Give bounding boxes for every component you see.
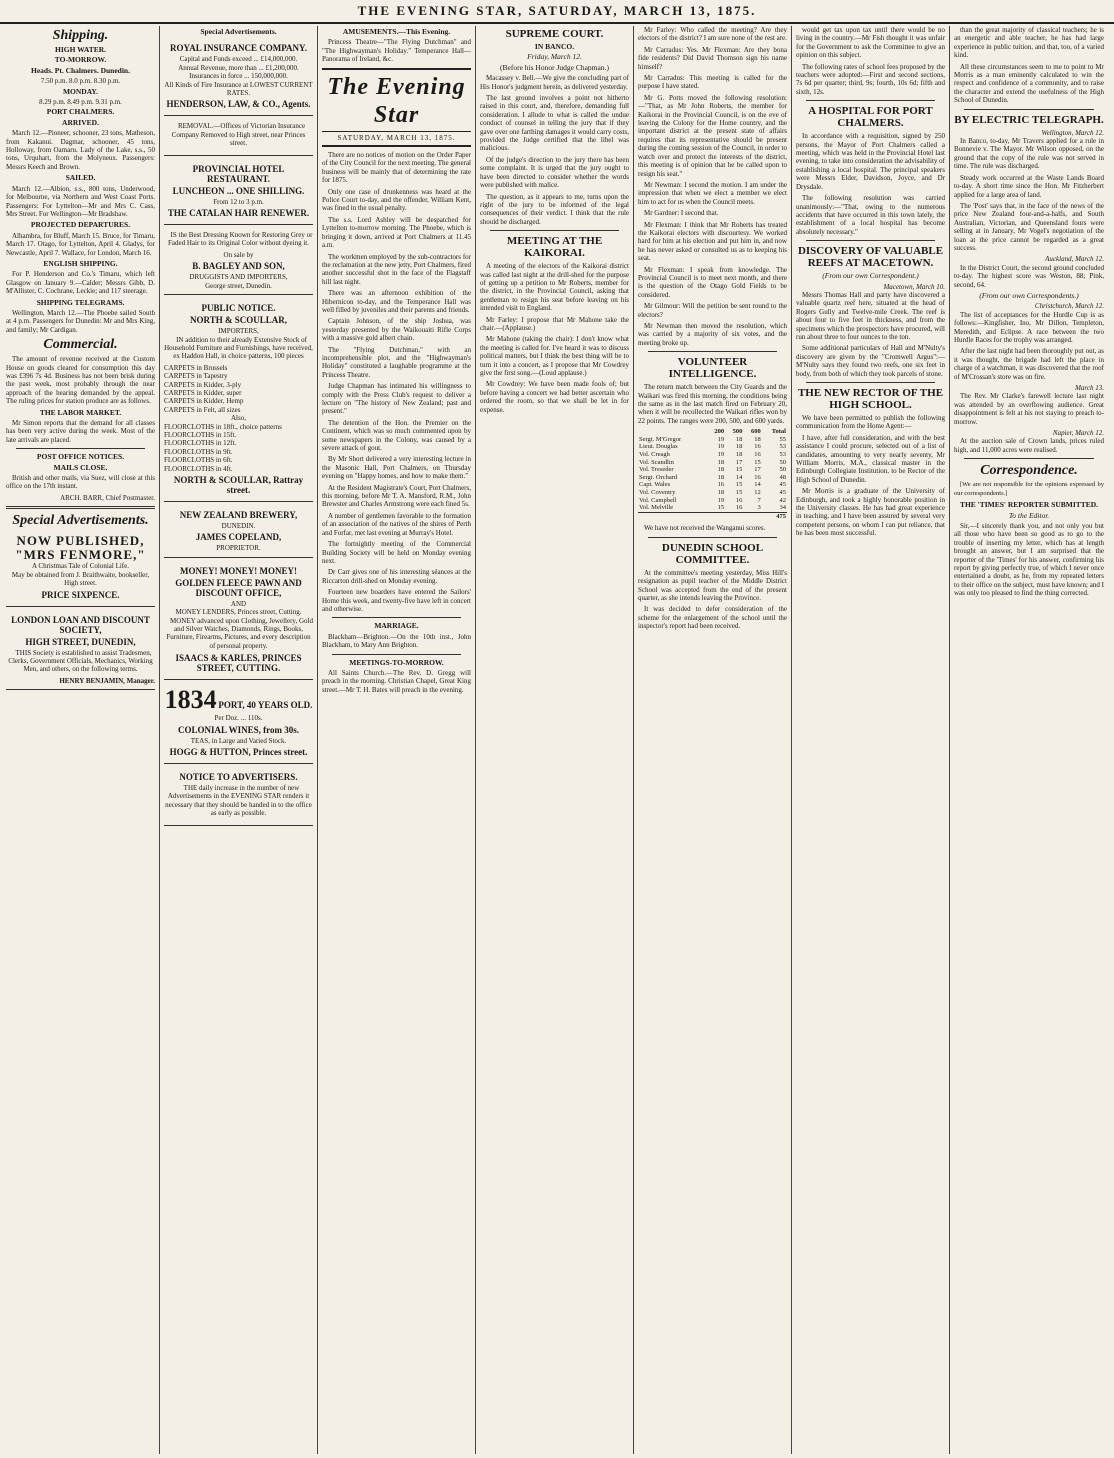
score-cell: 16 [735, 504, 743, 512]
score-cell: 18 [717, 489, 725, 496]
volunteer-text: The return match between the City Guards and the Waikari was fired this morning, the conditions being the same as in the last match fired on February 20, when it will be recollected the Waikari rifles won by 22 points. The ranges were 200, 500, and 600 yards. [638, 383, 787, 425]
score-cell: 18 [717, 466, 725, 474]
rector-paragraph: Mr Morris is a graduate of the University of Edinburgh, and took a highly honorable position in the University classes. He has had great experience in teaching, and I have been assured by several very competent persons, on whom I can put reliance, that he has been most successful. [796, 487, 945, 538]
telegraph-heading: BY ELECTRIC TELEGRAPH. [954, 113, 1104, 126]
arrived-heading: ARRIVED. [62, 117, 99, 127]
scores-row [638, 459, 787, 467]
english-shipping-heading: ENGLISH SHIPPING. [43, 258, 118, 268]
special-ads-heading-2: Special Advertisements. [200, 27, 277, 36]
section-shipping: Shipping. [52, 28, 109, 43]
correspondence-heading: Correspondence. [980, 463, 1078, 479]
score-cell: 18 [735, 435, 743, 443]
meetings-text: All Saints Church.—The Rev. D. Gregg will preach in the morning. Christian Chapel, Great King street.—Mr T. H. Bates will preach in the evening. [322, 668, 471, 694]
local-paragraph: The s.s. Lord Ashley will be despatched for Lyttelton to-morrow morning. The Phoebe, which is bringing it down, arrived at Port Chalmers at 11.45 a.m. [322, 215, 471, 250]
new-rector-heading: THE NEW RECTOR OF THE HIGH SCHOOL. [797, 387, 944, 411]
scores-row [638, 443, 787, 451]
local-paragraph: The detention of the Hon. the Premier on the Continent, which was so much commented upon by some newspapers in the Colony, was caused by a severe attack of gout. [322, 418, 471, 453]
carpet-item: CARPETS in Brussels [164, 363, 228, 372]
scores-total-row [638, 512, 787, 520]
kaikorai-paragraph: Mr Gilmour: Will the petition be sent round to the electors? [638, 302, 787, 319]
commercial-text: The amount of revenue received at the Custom House on goods cleared for consumption this day was £396 7s 4d. Business has not been brisk during the past week, most probably through the near approach of the hearing demanded by the appeal. The ruling prices for station produce are as follows. [6, 355, 155, 406]
score-cell: 45 [779, 489, 786, 496]
luncheon-hours: From 12 to 3 p.m. [213, 197, 264, 206]
labor-market-heading: THE LABOR MARKET. [39, 407, 122, 417]
score-cell: Vol. Campbell [639, 496, 677, 504]
score-cell: 18 [735, 443, 743, 451]
port-chalmers-heading: PORT CHALMERS. [46, 107, 115, 117]
brewery-title: NEW ZEALAND BREWERY, [179, 510, 298, 520]
removal-text: REMOVAL.—Offices of Victorian Insurance Company Removed to High street, near Princes street. [171, 122, 306, 148]
hospital-heading: A HOSPITAL FOR PORT CHALMERS. [808, 105, 933, 130]
score-cell: 7 [757, 496, 761, 504]
post-office-text: British and other mails, via Suez, will close at this office on the 17th instant. [6, 474, 155, 491]
floorcloth-item: FLOORCLOTHS in 12ft. [164, 439, 237, 448]
brewery-owner: JAMES COPELAND, [195, 532, 282, 543]
ad-north-scoullar [164, 298, 313, 502]
kaikorai-heading: MEETING AT THE KAIKORAI. [506, 235, 603, 260]
score-cell: 16 [754, 451, 761, 459]
rector-paragraph: than the great majority of classical teachers; he is an energetic and able teacher, he has had large experience in public tuition, and that, too, of a varied kind. [954, 26, 1104, 60]
mails-close-heading: MAILS CLOSE. [53, 462, 108, 472]
score-cell: 19 [717, 443, 725, 451]
shipping-telegrams-heading: SHIPPING TELEGRAMS. [36, 297, 125, 307]
scores-row [638, 504, 787, 512]
public-notice: PUBLIC NOTICE. [201, 303, 276, 314]
kaikorai-paragraph: Mr Carradus: This meeting is called for the purpose I have stated. [638, 74, 787, 91]
sailed-heading: SAILED. [65, 173, 96, 183]
scores-row [638, 481, 787, 489]
teas-line: TEAS, in Large and Varied Stock. [190, 736, 287, 745]
floorcloth-list [164, 423, 313, 473]
score-cell: 15 [735, 481, 743, 489]
hospital-paragraph: The following resolution was carried unanimously:—"That, owing to the numerous accidents that have occurred in this town lately, the establishment of a local hospital has become absolutely necessary." [796, 194, 945, 236]
friday-date: Friday, March 12. [527, 52, 582, 62]
score-cell: 55 [779, 435, 786, 443]
mrs-fenmore-obtain: May be obtained from J. Braithwaite, bookseller, High street. [11, 570, 150, 588]
carpet-item: CARPETS in Kidder, Hemp [164, 397, 244, 406]
score-cell: 12 [754, 489, 761, 496]
telegraph-paragraph: In Banco, to-day, Mr Travers applied for a rule in Bonnevie v. The Mayor. Mr Wilson opposed, on the ground that the copy of the rule was not served in time. The rule was discharged. [954, 137, 1104, 171]
projected-text: Alhambra, for Bluff, March 15. Bruce, for Timaru, March 17. Otago, for Lyttelton, April 4. Gladys, for Newcastle, April 7. Wallace, for London, March 16. [6, 231, 155, 257]
floorcloth-item: FLOORCLOTHS in 18ft., choice patterns [164, 422, 282, 431]
scores-table [638, 428, 787, 520]
christchurch-date: Christchurch, March 12. [1034, 302, 1104, 311]
catalan-title: THE CATALAN HAIR RENEWER. [167, 208, 310, 219]
nameplate [322, 68, 471, 147]
telegraph-paragraph: At the auction sale of Crown lands, prices ruled high, and 11,000 acres were realised. [954, 437, 1104, 454]
tide-heads: Heads. Pt. Chalmers. Dunedin. [31, 65, 130, 75]
school-paragraph: At the committee's meeting yesterday, Miss Hill's resignation as pupil teacher of the Middle District School was accepted from the end of the present quarter, as she intends leaving the Province. [638, 568, 787, 602]
score-cell: 200 [714, 428, 725, 436]
own-correspondents: (From our own Correspondents.) [979, 290, 1079, 300]
score-cell: 50 [779, 458, 786, 466]
column-7 [950, 26, 1108, 1454]
north-name: NORTH & SCOULLAR, [190, 315, 287, 326]
score-cell: 19 [717, 435, 725, 443]
notice-advertisers-text: THE daily increase in the number of new Advertisements in the EVENING STAR renders it necessary that they should be handed in to the office as early as possible. [165, 784, 312, 818]
local-paragraph: Fourteen new boarders have entered the Sailors' Home this week, and twenty-five have left in concert and otherwise. [322, 588, 471, 613]
kaikorai-paragraph: Mr Mahone (taking the chair): I don't know what the meeting is called for. I've heard it was to discuss political matters, but I think the best thing will be to turn it into a concert, as I propose that Mr Cowdrey give the first song.—(Loud applause.) [480, 335, 629, 377]
english-shipping-text: For P. Henderson and Co.'s Timaru, which left Glasgow on January 9.—Calder; Messrs Gibb, D. M'Allister, C. Cochrane, Leckie; and 117 steerage. [6, 270, 155, 296]
letter-text: Sir,—I sincerely thank you, and not only you but all those who have been so good as to go to the trouble of inserting my letter, which has at length brought an answer, but I am surprised that the reporter of the 'Times' for his answer, confirming his report by giving perfectly true, of which I never once entertained a doubt, as he, from my repeated letters to their office on the subject, must have known; and I was only too pleased to find the thing corrected. [954, 521, 1104, 598]
port-title: PORT, 40 YEARS OLD. [218, 700, 313, 711]
ad-royal-insurance [164, 38, 313, 116]
local-paragraph: There was an afternoon exhibition of the Hibernicon to-day, and the Temperance Hall was well filled by juveniles and their parents and friends. [322, 289, 471, 314]
mrs-fenmore-price: PRICE SIXPENCE. [41, 589, 120, 600]
rector-paragraph: All these circumstances seem to me to point to Mr Morris as a man eminently calculated to win the respect and confidence of a community, and to raise the character and extend the usefulness of the High School of Dunedin. [954, 62, 1104, 105]
score-cell: 16 [754, 443, 761, 451]
in-banco-heading: IN BANCO. [534, 42, 575, 51]
money-title: MONEY! MONEY! MONEY! [180, 565, 297, 576]
north-sign: NORTH & SCOULLAR, Rattray street. [173, 475, 304, 495]
telegraph-paragraph: The list of acceptances for the Hurdle Cup is as follows:—Kingfisher, Ino, Mr Dillon, Templeton, Meredith, and Eclipse. A race between the two Hurdle Races for the trophy was arranged. [954, 310, 1104, 344]
marriage-text: Blackham—Brighton.—On the 10th inst., John Blackham, to Mary Ann Brighton. [322, 632, 471, 650]
kaikorai-paragraph: Mr Carradus: Yes. Mr Flexman: Are they bona fide residents? Did David Thomson sign his name himself? [638, 45, 787, 71]
column-1 [2, 26, 160, 1454]
scores-row [638, 497, 787, 505]
before-judge: (Before his Honor Judge Chapman.) [500, 62, 609, 72]
loan-address: HIGH STREET, DUNEDIN, [25, 636, 136, 647]
court-paragraph: Macassey v. Bell.—We give the concluding part of His Honor's judgment herein, as delivered yesterday. [480, 74, 629, 91]
telegraph-paragraph: Steady work occurred at the Waste Lands Board to-day. A short time since the Hon. Mr Fitzherbert applied for a large area of land. [954, 173, 1104, 199]
discovery-heading: DISCOVERY OF VALUABLE REEFS AT MACETOWN. [797, 245, 944, 270]
court-paragraph: Of the judge's direction to the jury there has been some complaint. It is urged that the jury ought to have been directed to consider whether the words were published with malice. [480, 155, 629, 190]
kaikorai-paragraph: Mr Farley: I propose that Mr Mahone take the chair.—(Applause.) [480, 315, 629, 332]
discovery-paragraph: Messrs Thomas Hall and party have discovered a valuable quartz reef here, situated at the head of Rogers Gully and Twelve-mile Creek. The reef is about four to five feet in thickness, and from the specimens which the prospectors have procured, will run about three to four ounces to the ton. [796, 290, 945, 341]
ad-provincial-hotel [164, 159, 313, 225]
kaikorai-paragraph: Mr Flexman: I think that Mr Roberts has treated the Kaikorai electors with discourtesy. We worked hard for him at his election and put him in, and now he has never asked or consulted us as to keeping his seat. [638, 220, 787, 263]
kaikorai-paragraph: Mr Newman then moved the resolution, which was carried by a majority of six votes, and the meeting broke up. [638, 322, 787, 347]
ad-port-wine [164, 683, 313, 764]
local-paragraph: The workmen employed by the sub-contractors for the reclamation at the new jetty, Port Chalmers, fired another successful shot in the face of the Flagstaff hill last night. [322, 252, 471, 286]
score-cell: 15 [717, 504, 725, 512]
floorcloth-item: FLOORCLOTHS in 6ft. [164, 456, 233, 465]
column-4 [476, 26, 634, 1454]
carpet-item: CARPETS in Felt, all sizes [164, 405, 241, 414]
masthead-title: THE EVENING STAR, SATURDAY, MARCH 13, 1875. [357, 3, 757, 18]
napier-date: Napier, March 12. [1052, 429, 1104, 438]
score-cell: 14 [735, 473, 743, 481]
score-cell: 18 [754, 435, 761, 443]
score-cell: 16 [735, 496, 743, 504]
also-line: Also, [231, 414, 246, 423]
tomorrow-heading: TO-MORROW. [54, 55, 107, 65]
score-cell: 14 [754, 481, 761, 489]
score-cell: 3 [757, 504, 761, 512]
scores-row [638, 466, 787, 474]
march-13-date: March 13. [1075, 384, 1104, 393]
score-cell: Vol. Creagh [639, 451, 670, 459]
section-commercial: Commercial. [43, 337, 118, 353]
amusements-heading: AMUSEMENTS.—This Evening. [342, 27, 451, 36]
scores-header-row [638, 428, 787, 436]
score-cell: 19 [717, 451, 725, 459]
ad-catalan [164, 228, 313, 295]
school-paragraph: would get tax upon tax until there would be no living in the country.—Mr Fish thought it was unfair for the Government to ask the Committee to give an opinion on this subject. [796, 26, 945, 60]
score-cell: Lieut. Douglas [639, 443, 678, 451]
north-importers: IMPORTERS, [218, 327, 259, 336]
rector-paragraph: We have been permitted to publish the following communication from the Home Agent:— [796, 414, 945, 431]
local-paragraph: Captain Johnson, of the ship Joshua, was yesterday presented by the Waikouaiti Rifle Corps with a massive gold albert chain. [322, 317, 471, 343]
score-cell: Vol. Treseder [639, 466, 674, 474]
score-cell: 15 [754, 458, 761, 466]
ad-mrs-fenmore [6, 531, 155, 606]
score-cell: 48 [779, 473, 786, 481]
kaikorai-paragraph: Mr Farley: Who called the meeting? Are they electors of the district? I am sure none of the rest are. [638, 26, 787, 43]
wellington-date: Wellington, March 12. [1041, 128, 1104, 137]
newspaper-columns [2, 26, 1112, 1454]
auckland-date: Auckland, March 12. [1045, 255, 1104, 264]
macetown-date: Macetown, March 10. [883, 282, 945, 291]
wanganui-note: We have not received the Wanganui scores. [644, 524, 766, 533]
isaacs-sign: ISAACS & KARLES, PRINCES STREET, CUTTING. [175, 653, 302, 674]
local-paragraph: By Mr Short delivered a very interesting lecture in the Masonic Hall, Port Chalmers, on Thursday evening on "Happy homes, and how to make them." [322, 455, 471, 481]
royal-agent: HENDERSON, LAW, & CO., Agents. [166, 99, 311, 110]
score-cell: 16 [717, 481, 725, 489]
local-paragraph: The "Flying Dutchman," with an incomprehensible plot, and the "Highwayman's Holiday" constituted a laughable programme at the Princess Theatre. [322, 345, 471, 379]
score-cell: 18 [717, 473, 725, 481]
floorcloth-item: FLOORCLOTHS in 9ft. [164, 447, 233, 456]
score-cell: 500 [732, 428, 743, 436]
score-cell: 45 [779, 481, 786, 489]
meetings-heading: MEETINGS-TO-MORROW. [349, 657, 444, 667]
correspondence-note: [We are not responsible for the opinions expressed by our correspondents.] [954, 481, 1104, 497]
column-5 [634, 26, 792, 1454]
ad-golden-fleece [164, 561, 313, 680]
north-text: IN addition to their already Extensive Stock of Household Furniture and Furnishings, have received, ex Haddon Hall, in choice patterns, 100 pieces [164, 335, 313, 361]
loan-text: THIS Society is established to assist Tradesmen, Clerks, Government Officials, Mechanics, Working Men, and others, on the following terms. [8, 648, 153, 674]
score-cell: 19 [717, 496, 725, 504]
carpet-item: CARPETS in Kidder, 3-ply [164, 380, 242, 389]
score-cell: Vol. Coventry [639, 489, 676, 496]
bagley-name: B. BAGLEY AND SON, [192, 261, 285, 272]
brewery-proprietor: PROPRIETOR. [216, 544, 261, 553]
score-cell: 50 [779, 466, 786, 474]
score-cell: Total [771, 428, 786, 436]
golden-and: AND [230, 599, 247, 608]
amusements-text: Princess Theatre—"The Flying Dutchman" and "The Highwayman's Holiday." Temperance Hall—Panorama of Ireland, &c. [322, 38, 471, 64]
telegraph-paragraph: In the District Court, the second ground concluded to-day. The highest score was Weston, 88; Pink, second, 64. [954, 263, 1104, 289]
score-cell [638, 428, 707, 436]
score-cell: 53 [779, 443, 786, 451]
post-office-heading: POST OFFICE NOTICES. [36, 452, 125, 462]
school-paragraph: The following rates of school fees proposed by the teachers were adopted:—First and second sections, 7s 6d per quarter; third, 9s; fourth, 10s 6d; fifth and sixth, 12s. [796, 62, 945, 96]
carpet-list [164, 364, 313, 414]
now-published: NOW PUBLISHED, [16, 533, 145, 549]
column-3 [318, 26, 476, 1454]
royal-revenue: Annual Revenue, more than ... £1,200,000. [178, 63, 299, 72]
royal-force: Insurances in force ... 150,000,000. [189, 72, 288, 81]
mrs-fenmore-sub: A Christmas Tale of Colonial Life. [32, 562, 129, 571]
kaikorai-paragraph: Mr Newman: I second the motion. I am under the impression that when we elect a member we elect him to act for us when the Council meets. [638, 180, 787, 206]
arrived-text: March 12.—Pioneer, schooner, 23 tons, Matheson, from Kakanui. Dagmar, schooner, 45 tons, Holloway, from Oamaru. Lady of the Lake, s.s., 50 tons, Urquhart, from the Molyneux. Passengers: Messrs Keech and Brown. [6, 129, 155, 171]
bagley-druggists: DRUGGISTS AND IMPORTERS, [189, 273, 288, 282]
score-cell: 17 [735, 458, 743, 466]
telegraph-paragraph: The 'Post' says that, in the face of the news of the price New Zealand four-and-a-halfs, and South Australian, Victorian, and Queensland fours were selling at in January, Mr Vogel's negotiation of the loan at the price cannot be regarded as a great success. [954, 201, 1104, 252]
kaikorai-paragraph: A meeting of the electors of the Kaikorai district was called last night at the drill-shed for the purpose of getting up a petition to Mr Roberts, member for the district, in the Provincial Council, asking that gentleman to resign his seat before leaving on his intended visit to England. [480, 262, 629, 313]
ad-notice-advertisers [164, 767, 313, 826]
score-cell: 42 [779, 496, 786, 504]
local-paragraph: Only one case of drunkenness was heard at the Police Court to-day, and the offender, William Kent, was fined in the usual penalty. [322, 187, 471, 213]
dunedin-school-heading: DUNEDIN SCHOOL COMMITTEE. [661, 541, 764, 566]
tide-line-1: 7.50 p.m. 8.0 p.m. 8.30 p.m. [40, 77, 121, 86]
rector-paragraph: I have, after full consideration, and with the best assistance I could procure, selected out of a list of candidates, amounting to very nearly seventy, Mr William Morris, M.A., classical master in the Edinburgh Collegiate Institution, to be Rector of the High School of Dunedin. [796, 433, 945, 484]
golden-brokers: MONEY LENDERS, Princes street, Cutting. [175, 608, 302, 617]
telegraph-paragraph: The Rev. Mr Clarke's farewell lecture last night was attended by an overflowing audience. Great disappointment is felt at his not staying to preach to-morrow. [954, 392, 1104, 426]
tide-line-2: 8.29 p.m. 8.49 p.m. 9.31 p.m. [39, 98, 122, 107]
notice-advertisers-title: NOTICE TO ADVERTISERS. [179, 772, 298, 783]
score-cell: Sergt. M'Gregor [639, 435, 682, 443]
scores-total: 475 [762, 512, 787, 520]
labor-market-text: Mr Simon reports that the demand for all classes has been very active during the week. Most of the late arrivals are placed. [6, 419, 155, 444]
catalan-text: IS the Best Dressing Known for Restoring Grey or Faded Hair to its Original Color without dyeing it. [168, 231, 313, 248]
sailed-text: March 12.—Albion, s.s., 800 tons, Underwood, for Melbourne, via Northern and West Coast Ports. Passengers: For Lyttelton—Mr and Mrs C. Cass, Mrs Street. For Wellington—Mr Bradshaw. [6, 184, 155, 218]
bagley-address: George street, Dunedin. [205, 281, 272, 290]
loan-manager: HENRY BENJAMIN, Manager. [59, 676, 155, 685]
score-cell: 18 [717, 458, 725, 466]
score-cell: Capt. Wales [639, 481, 671, 489]
loan-title: LONDON LOAN AND DISCOUNT SOCIETY, [11, 614, 150, 635]
floorcloth-item: FLOORCLOTHS in 15ft. [164, 430, 237, 439]
telegraph-paragraph: After the last night had been thoroughly put out, as it was thought, the brigade had left the place in charge of a watchman, it was discovered that the roof of M'Crossan's store was on fire. [954, 347, 1104, 381]
masthead [0, 0, 1114, 24]
shipping-telegrams-text: Wellington, March 12.—The Phoebe sailed South at 4 p.m. Passengers for Dunedin: Mr and Mrs King, and family; Mr Cardigan. [6, 308, 155, 334]
court-paragraph: The question, as it appears to me, turns upon the right of the jury to be informed of the legal consequences of their verdict. I think that the rule should be discharged. [480, 192, 629, 226]
local-paragraph: Dr Carr gives one of his interesting séances at the Riccarton drill-shed on Monday evening. [322, 568, 471, 585]
supreme-court-heading: SUPREME COURT. [505, 28, 604, 40]
marriage-heading: MARRIAGE. [374, 621, 419, 631]
floorcloth-item: FLOORCLOTHS in 4ft. [164, 464, 233, 473]
ad-removal [164, 119, 313, 155]
money-text: MONEY advanced upon Clothing, Jewellery, Gold and Silver Watches, Diamonds, Rings, Books, Furniture, Firearms, Pictures, and every description of personal property. [166, 616, 313, 650]
score-cell: Sergt. Orchard [639, 473, 678, 481]
carpet-item: CARPETS in Tapestry [164, 372, 228, 381]
score-cell: 18 [735, 451, 743, 459]
score-cell: 34 [779, 504, 786, 512]
volunteer-heading: VOLUNTEER INTELLIGENCE. [668, 356, 757, 381]
score-cell: 15 [735, 466, 743, 474]
royal-capital: Capital and Funds exceed ... £14,000,000. [179, 55, 298, 64]
mrs-fenmore-title: "MRS FENMORE," [15, 547, 146, 563]
monday-heading: MONDAY. [62, 86, 99, 96]
luncheon-line: LUNCHEON ... ONE SHILLING. [172, 185, 305, 196]
scores-row [638, 451, 787, 459]
colonial-wines: COLONIAL WINES, from 30s. [178, 724, 299, 735]
score-cell: 16 [754, 473, 761, 481]
local-paragraph: A number of gentlemen favorable to the formation of an association of the natives of the shires of Perth and Forfar, met last evening at Murray's Hotel. [322, 511, 471, 537]
royal-title: ROYAL INSURANCE COMPANY. [170, 43, 307, 54]
scores-row [638, 489, 787, 497]
score-cell: Vol. Scandlin [639, 458, 674, 466]
court-paragraph: The last ground involves a point not hitherto raised in this court, and, therefore, demanding full consideration. I allude to what is called the undue conduct of counsel in telling the jury that if they gave over one farthing damages it would carry costs, provided the Judge certified that the libel was malicious. [480, 94, 629, 153]
score-cell: Vol. Melville [639, 504, 674, 512]
scores-row [638, 474, 787, 482]
hospital-paragraph: In accordance with a requisition, signed by 250 persons, the Mayor of Port Chalmers called a meeting, which was held in the Provincial Hotel last evening, to take into consideration the advisability of establishing a local hospital. The principal speakers were Messrs Elder, Davidson, Joyce, and Dr Drysdale. [796, 132, 945, 191]
golden-fleece-title: GOLDEN FLEECE PAWN AND DISCOUNT OFFICE, [175, 577, 302, 598]
nameplate-date: SATURDAY, MARCH 13, 1875. [322, 131, 471, 142]
nameplate-title: The Evening Star [327, 73, 466, 128]
local-paragraph: Judge Chapman has intimated his willingness to comply with the Press Club's request to deliver a lecture on "The history of New Zealand; past and present." [322, 382, 471, 416]
local-paragraph: The fortnightly meeting of the Commercial Building Society will be held on Monday evening next. [322, 540, 471, 565]
carpet-item: CARPETS in Kidder, super [164, 388, 242, 397]
catalan-on-sale: On sale by [223, 250, 254, 259]
kaikorai-paragraph: Mr G. Potts moved the following resolution:—"That, as Mr John Roberts, the member for Kaikorai in the Provincial Council, is on the eve of leaving the Colony for the Home country, and the important district at the present state of affairs requires that its representative should be present during the coming session of the Council, in order to watch over and protect the interests of the district, this meeting is of opinion that he be called upon to resign his seat." [638, 93, 787, 178]
kaikorai-paragraph: Mr Gardner: I second that. [644, 209, 719, 218]
port-year: 1834 [164, 685, 217, 715]
own-correspondent: (From our own Correspondent.) [822, 271, 919, 281]
section-special-ads: Special Advertisements. [12, 513, 149, 529]
score-cell: 53 [779, 451, 786, 459]
kaikorai-paragraph: Mr Cowdrey: We have been made fools of; but before having a concert we had better ascertain who ordered the room, so that we shall be let in for expense. [480, 380, 629, 414]
school-paragraph: It was decided to defer consideration of the scheme for the enlargement of the school until the inspector's report had been received. [638, 605, 787, 631]
local-paragraph: At the Resident Magistrate's Court, Port Chalmers, this morning, before Mr T. A. Mansford, R.M., John Brewster and Charles Armstrong were each fined 5s. [322, 483, 471, 509]
discovery-paragraph: Some additional particulars of Hall and M'Nulty's discovery are given by the "Cromwell Argus":—M'Nulty says they found two reefs, one six feet in body, from both of which they took parcels of stone. [796, 344, 945, 378]
ad-brewery [164, 505, 313, 558]
score-cell: 15 [735, 489, 743, 496]
column-6 [792, 26, 950, 1454]
projected-heading: PROJECTED DEPARTURES. [30, 220, 131, 230]
score-cell: 17 [754, 466, 761, 474]
local-paragraph: There are no notices of motion on the Order Paper of the City Council for the next meeting. The general business will be mainly that of determining the rate for 1875. [322, 151, 471, 185]
royal-all: All Kinds of Fire Insurance at LOWEST CURRENT RATES. [164, 80, 313, 98]
high-water-heading: HIGH WATER. [55, 45, 106, 54]
to-editor: To the Editor. [1008, 510, 1050, 520]
provincial-title: PROVINCIAL HOTEL RESTAURANT. [192, 163, 285, 184]
hogg-sign: HOGG & HUTTON, Princes street. [169, 747, 308, 758]
times-reporter-title: THE 'TIMES' REPORTER SUBMITTED. [959, 500, 1099, 510]
ad-london-loan [6, 610, 155, 691]
brewery-location: DUNEDIN. [221, 522, 256, 530]
column-2 [160, 26, 318, 1454]
postmaster-sign: ARCH. BARR, Chief Postmaster. [60, 493, 155, 502]
scores-row [638, 436, 787, 444]
score-cell: 600 [750, 428, 761, 436]
port-price: Per Doz. ... 110s. [214, 714, 263, 723]
kaikorai-paragraph: Mr Flexman: I speak from knowledge. The Provincial Council is to meet next month, and there is the question of the Otago Gold Fields to be considered. [638, 265, 787, 299]
